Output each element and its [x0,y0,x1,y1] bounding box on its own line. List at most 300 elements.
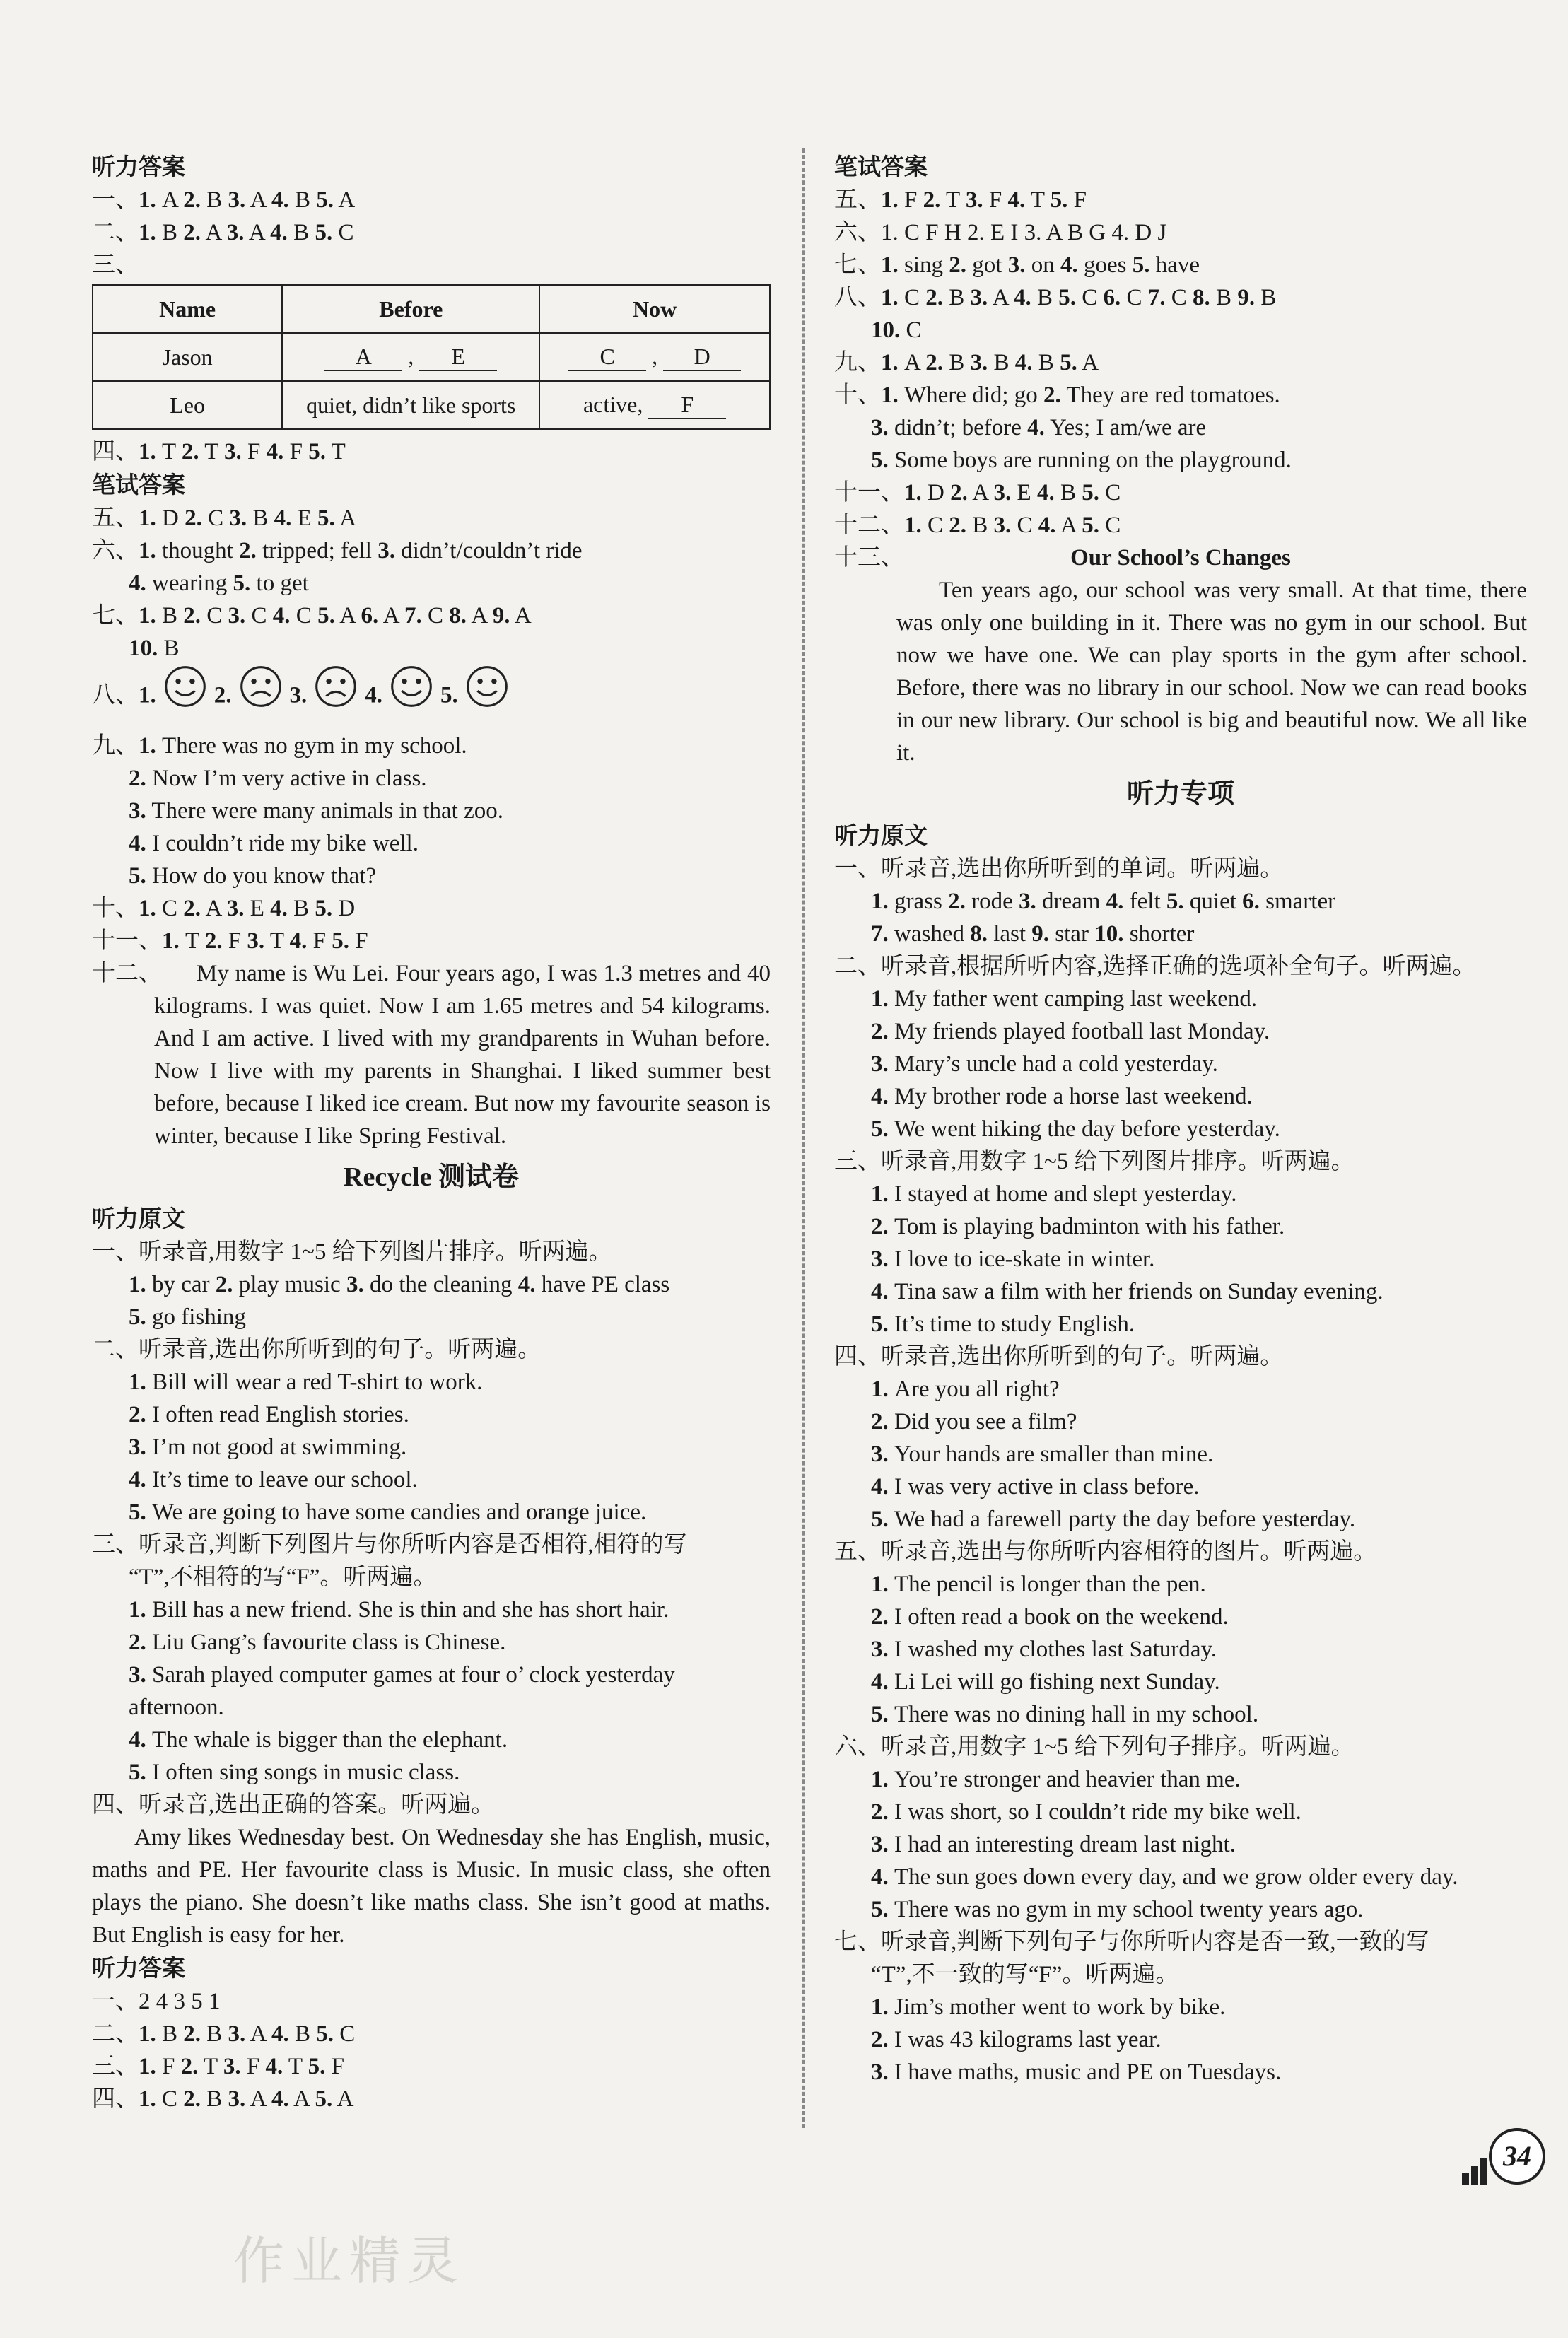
answer-line [92,2050,771,2083]
list-item: 4. Li Lei will go fishing next Sunday. [871,1669,1220,1695]
answer-text: F [222,928,247,954]
list-item: 4. Tina saw a film with her friends on Sunday evening. [871,1279,1383,1304]
list-item: 5. I often sing songs in music class. [129,1760,460,1785]
item-number: 3. [228,187,246,213]
answer-text: C [332,220,354,245]
item-number: 4. [129,571,146,596]
item-number: 2. [925,350,944,375]
table-row [93,333,770,381]
item-number: 5. [316,2021,334,2047]
item-number: 2. [180,2054,199,2079]
item-number: 2. [181,439,199,464]
item-number: 1. [139,682,156,708]
answer-line [92,502,771,534]
answer-text: They are red tomatoes. [1060,382,1280,408]
item-number: 5. [1050,187,1068,213]
answer-text: C [245,603,273,629]
item-number: 5. [1166,889,1184,914]
item-number: 2. [183,187,201,213]
answer-text: shorter [1123,921,1195,947]
item-number: 6. [1103,285,1121,310]
table-cell: Jason [93,333,282,381]
item-number: 2. [185,505,202,531]
item-number: 7. [1147,285,1166,310]
item-number: 1. [139,896,156,921]
item-number: 8. [449,603,467,629]
answer-line [92,1268,771,1301]
item-number: 10. [129,636,158,661]
essay-title: Our School’s Changes [1070,545,1291,571]
answer-line [834,281,1527,314]
item-number: 10. [1094,921,1124,947]
answer-text: F [240,2054,266,2079]
item-number: 4. [1013,285,1031,310]
answer-text: thought [156,538,240,563]
item-number: 1. [139,538,156,563]
answer-text: A [201,220,227,245]
item-number: 5. [332,928,349,954]
answer-line [834,346,1527,379]
answer-text: E [244,896,271,921]
table-row [93,381,770,429]
answer-text: B [966,513,994,538]
answer-text: didn’t/couldn’t ride [394,538,583,563]
item-number: 3. [378,538,395,563]
list-item: 1. You’re stronger and heavier than me. [871,1767,1241,1792]
answer-text: B [1255,285,1277,310]
answer-line [92,632,771,665]
passage-text: Amy likes Wednesday best. On Wednesday she has English, music, maths and PE. Her favourite class is Music. In music class, she often plays the piano. She doesn’t like maths class. She isn’t good at maths. But English is easy for her. [92,1825,771,1948]
answer-text: got [966,252,1008,278]
answer-text: A [332,2086,354,2112]
item-number: 4. [1027,415,1045,440]
answer-text: C [1011,513,1038,538]
item-prefix: 十二、 [92,961,162,986]
item-number: 4. [1106,889,1124,914]
essay-block [834,542,1527,769]
item-number: 5. [315,896,333,921]
smiley-face-icon [163,665,207,730]
question-line: 三、听录音,判断下列图片与你所听内容是否相符,相符的写 [92,1532,687,1557]
answer-line [834,885,1527,918]
answer-text: C [156,896,184,921]
section-heading: 笔试答案 [92,471,185,498]
answer-text: B [1031,285,1059,310]
item-number: 2. [183,896,201,921]
answer-text: 二、 [92,2021,139,2047]
item-number: 3. [1007,252,1026,278]
answer-text: Where did; go [898,382,1044,408]
question-line: 一、听录音,用数字 1~5 给下列图片排序。听两遍。 [92,1239,612,1265]
answer-text: wearing [146,571,233,596]
answer-text: washed [888,921,971,947]
face-answers: 八、1. 2. 3. 4. 5. [92,665,771,730]
question-line: 七、听录音,判断下列句子与你所听内容是否一致,一致的写 [834,1929,1429,1955]
list-item: 5. We are going to have some candies and orange juice. [129,1500,647,1525]
answer-text: T [1025,187,1051,213]
item-number: 4. [1036,480,1055,505]
item-number: 4. [270,896,288,921]
item-number: 4. [365,682,382,708]
item-number: 4. [1014,350,1033,375]
table-cell: Leo [93,381,282,429]
item-number: 2. [950,480,968,505]
answer-text: F [325,2054,345,2079]
answer-text: on [1025,252,1060,278]
list-item: 3. I washed my clothes last Saturday. [871,1637,1217,1662]
answer-text: dream [1036,889,1106,914]
item-number: 9. [492,603,510,629]
answer-line [834,314,1527,346]
item-number: 5. [317,505,335,531]
list-item: 1. Bill has a new friend. She is thin and she has short hair. [129,1597,669,1623]
list-item: 4. It’s time to leave our school. [129,1467,418,1492]
answer-line [834,477,1527,509]
sentence-list [834,1763,1527,1926]
list-item: 2. Now I’m very active in class. [129,766,427,791]
sentence-list [834,1568,1527,1731]
answer-text: A [898,350,926,375]
item-number: 1. [881,350,899,375]
item-number: 4. [270,220,288,245]
item-number: 3. [229,505,247,531]
answer-group [92,730,771,892]
list-item: 1. Jim’s mother went to work by bike. [871,1994,1226,2020]
answer-text: C [201,603,228,629]
item-number: 2. [239,538,257,563]
item-number: 2. [923,187,941,213]
item-number: 3. [871,415,889,440]
item-number: 2. [183,220,201,245]
answer-text: 十、 [92,896,139,921]
answer-text: C [290,603,318,629]
section-heading: 听力原文 [92,1205,185,1232]
item-number: 1. [139,439,156,464]
item-number: 2. [204,928,223,954]
page-number [1462,2128,1540,2185]
list-item: 2. Did you see a film? [871,1409,1077,1434]
list-item: 3. I’m not good at swimming. [129,1434,407,1460]
table-cell: A , E [282,333,539,381]
item-number: 5. [871,448,889,473]
answer-text: B [201,187,228,213]
answer-text: 六、 [92,538,139,563]
list-item: 2. I often read a book on the weekend. [871,1604,1229,1630]
item-number: 2. [948,889,966,914]
item-number: 1. [881,187,899,213]
item-number: 4. [1038,513,1056,538]
item-number: 3. [226,896,245,921]
item-number: 1. [139,505,156,531]
item-number: 2. [925,285,944,310]
question-line: 六、听录音,用数字 1~5 给下列句子排序。听两遍。 [834,1734,1355,1760]
list-item: 2. I was 43 kilograms last year. [871,2027,1162,2052]
list-item: 5. There was no gym in my school twenty years ago. [871,1897,1364,1922]
item-number: 5. [1082,480,1099,505]
item-number: 6. [1242,889,1260,914]
frowning-face-icon [239,665,283,730]
answer-text: B [287,896,315,921]
list-item: 2. Liu Gang’s favourite class is Chinese. [129,1630,506,1655]
section-heading: 听力答案 [92,153,185,180]
answer-line: 一、2 4 3 5 1 [92,1989,221,2014]
list-item: 5. We went hiking the day before yesterday. [871,1116,1280,1142]
list-item: 5. It’s time to study English. [871,1311,1135,1337]
answer-text: B [1054,480,1082,505]
item-number: 1. [881,382,899,408]
answer-text: 八、 [834,285,881,310]
page-number-text: 34 [1489,2128,1545,2185]
answer-text: T [283,2054,308,2079]
item-number: 1. [904,513,922,538]
answer-text: B [201,2021,228,2047]
answer-text: B [988,350,1015,375]
table-header: Before [282,285,539,333]
sentence-list [92,1366,771,1529]
answer-text: felt [1123,889,1166,914]
item-number: 4. [274,505,292,531]
essay-block [92,957,771,1152]
item-number: 2. [949,252,967,278]
list-item: 3. I had an interesting dream last night. [871,1832,1236,1857]
list-item: 1. The pencil is longer than the pen. [871,1572,1206,1597]
item-number: 5. [440,682,458,708]
answer-text: B [156,220,184,245]
answer-text: 五、 [834,187,881,213]
item-number: 9. [1031,921,1050,947]
answer-text: T [179,928,205,954]
list-item: 2. Tom is playing badminton with his father. [871,1214,1285,1239]
answer-text: to get [250,571,309,596]
right-column [834,150,1527,2088]
item-number: 9. [1237,285,1256,310]
answer-text: F [898,187,923,213]
answer-text: A [244,220,271,245]
item-number: 3. [223,2054,241,2079]
answer-text: have PE class [535,1272,670,1297]
item-number: 5. [308,439,326,464]
item-number: 3. [228,603,246,629]
answer-text: C [334,2021,356,2047]
item-number: 4. [1007,187,1026,213]
answer-text: 四、 [92,2086,139,2112]
item-number: 5. [316,187,334,213]
item-number: 5. [129,1304,146,1330]
list-item: 4. I was very active in class before. [871,1474,1200,1500]
smiley-face-icon [390,665,433,730]
list-item: 3. Mary’s uncle had a cold yesterday. [871,1051,1218,1077]
answer-text: F [283,439,309,464]
answer-text: goes [1077,252,1133,278]
item-number: 10. [871,317,901,343]
item-number: 5. [1132,252,1150,278]
answer-text: T [940,187,966,213]
list-item: 2. My friends played football last Monday. [871,1019,1270,1044]
answer-text: B [158,636,180,661]
answer-line [92,567,771,600]
list-item: 1. Bill will wear a red T-shirt to work. [129,1369,483,1395]
answer-text: A [510,603,532,629]
item-number: 3. [970,285,988,310]
item-number: 1. [139,603,156,629]
answer-text: Some boys are running on the playground. [888,448,1292,473]
answer-text: C [1099,513,1121,538]
item-number: 1. [881,252,899,278]
item-number: 4. [271,187,289,213]
item-number: 5. [315,220,333,245]
answer-text: B [156,603,184,629]
item-number: 3. [228,2086,246,2112]
list-item: 5. There was no dining hall in my school. [871,1702,1259,1727]
answer-line [834,444,1527,477]
answer-line [92,600,771,632]
question-line: 二、听录音,选出你所听到的句子。听两遍。 [92,1337,542,1362]
answer-text: A [1055,513,1082,538]
answer-text: A [334,505,357,531]
answer-text: B [1032,350,1060,375]
answer-line [92,1301,771,1333]
answer-text: T [264,928,290,954]
answer-text: 九、 [834,350,881,375]
list-item: 3. I love to ice-skate in winter. [871,1246,1155,1272]
item-number: 5. [308,2054,326,2079]
answer-text: D [156,505,185,531]
answer-text: last [987,921,1032,947]
item-number: 2. [213,682,232,708]
answer-text: 十一、 [92,928,162,954]
answer-text: F [241,439,267,464]
answer-line [92,2083,771,2115]
list-item: 2. I often read English stories. [129,1402,409,1427]
answer-text: C [1099,480,1121,505]
item-number: 1. [139,187,156,213]
item-number: 4. [272,603,291,629]
question-line: 五、听录音,选出与你所听内容相符的图片。听两遍。 [834,1539,1377,1565]
answer-line: 三、 [92,252,139,278]
sentence-list [834,1991,1527,2088]
answer-line [92,436,771,468]
answer-text: 四、 [92,439,139,464]
answer-line [92,892,771,925]
sentence-list [834,1373,1527,1536]
list-item: 3. Sarah played computer games at four o’ clock yesterday afternoon. [129,1662,675,1720]
answer-line [92,925,771,957]
answer-text: A [1077,350,1099,375]
essay-text: My name is Wu Lei. Four years ago, I was 1.3 metres and 40 kilograms. I was quiet. Now I am 1.65 metres and 54 kilograms. And I am active. I lived with my grandparents in Wuhan before. Now I live with my parents in Shanghai. I liked summer best before, because I liked ice cream. But now my favourite season is winter, because I like Spring Festival. [154,961,771,1149]
answer-text: F [983,187,1008,213]
item-number: 2. [183,2086,201,2112]
answer-line [834,184,1527,216]
question-line: 四、听录音,选出你所听到的句子。听两遍。 [834,1344,1284,1369]
table-cell: quiet, didn’t like sports [282,381,539,429]
list-item: 3. There were many animals in that zoo. [129,798,503,824]
item-number: 1. [139,2054,156,2079]
table-cell: active, F [539,381,770,429]
answer-text: 十、 [834,382,881,408]
item-number: 3. [970,350,988,375]
item-number: 2. [1043,382,1061,408]
left-column [92,150,771,2115]
answer-text: A [466,603,493,629]
answer-text: didn’t; before [888,415,1028,440]
question-line: 二、听录音,根据所听内容,选择正确的选项补全句子。听两遍。 [834,954,1476,979]
sentence-list [834,1178,1527,1340]
question-line: 三、听录音,用数字 1~5 给下列图片排序。听两遍。 [834,1149,1355,1174]
answer-line [92,2018,771,2050]
answer-line [834,509,1527,542]
item-number: 6. [361,603,379,629]
answer-line: 六、1. C F H 2. E I 3. A B G 4. D J [834,220,1167,245]
answer-line [834,918,1527,950]
list-item: 4. My brother rode a horse last weekend. [871,1084,1253,1109]
watermark: 作业精灵 [233,2233,466,2290]
item-number: 4. [271,2021,289,2047]
answer-text: A [288,2086,315,2112]
item-number: 4. [289,928,308,954]
item-number: 4. [265,2054,283,2079]
item-number: 3. [228,2021,246,2047]
answer-text: do the cleaning [363,1272,518,1297]
answer-text: A [334,603,361,629]
item-number: 3. [993,480,1012,505]
answer-text: C [1076,285,1104,310]
sentence-list [92,1594,771,1789]
table-header: Now [539,285,770,333]
section-heading: 听力答案 [92,1954,185,1982]
answer-text: A [201,896,227,921]
answer-text: A [245,187,271,213]
answer-text: by car [146,1272,216,1297]
answer-text: E [1011,480,1037,505]
answer-text: A [988,285,1014,310]
answer-text: 五、 [92,505,139,531]
question-line: “T”,不一致的写“F”。听两遍。 [871,1962,1179,1987]
item-number: 1. [139,220,156,245]
answer-text: E [291,505,318,531]
answer-line [92,184,771,216]
item-number: 3. [226,220,245,245]
answer-text: 三、 [92,2054,139,2079]
list-item: 1. My father went camping last weekend. [871,986,1258,1012]
item-number: 2. [215,1272,233,1297]
answer-text: T [326,439,346,464]
item-number: 4. [1060,252,1078,278]
answer-text: B [288,187,317,213]
answer-text: C [1165,285,1193,310]
list-item: 5. We had a farewell party the day before yesterday. [871,1507,1356,1532]
item-number: 1. [129,1272,146,1297]
table-header: Name [93,285,282,333]
answer-text: rode [965,889,1019,914]
smiley-face-icon [465,665,509,730]
answer-text: A [967,480,994,505]
item-number: 2. [183,2021,201,2047]
answer-text: 七、 [834,252,881,278]
list-item: 4. The sun goes down every day, and we grow older every day. [871,1864,1458,1890]
question-line: 一、听录音,选出你所听到的单词。听两遍。 [834,856,1284,882]
item-number: 3. [224,439,242,464]
answer-text: C [201,505,230,531]
item-number: 1. [881,285,899,310]
answer-table [92,284,771,430]
item-number: 2. [949,513,967,538]
answer-text: smarter [1259,889,1336,914]
answer-text: D [921,480,951,505]
item-number: 7. [871,921,889,947]
item-number: 3. [346,1272,364,1297]
sentence-list [834,983,1527,1145]
list-item: 3. Your hands are smaller than mine. [871,1442,1214,1467]
